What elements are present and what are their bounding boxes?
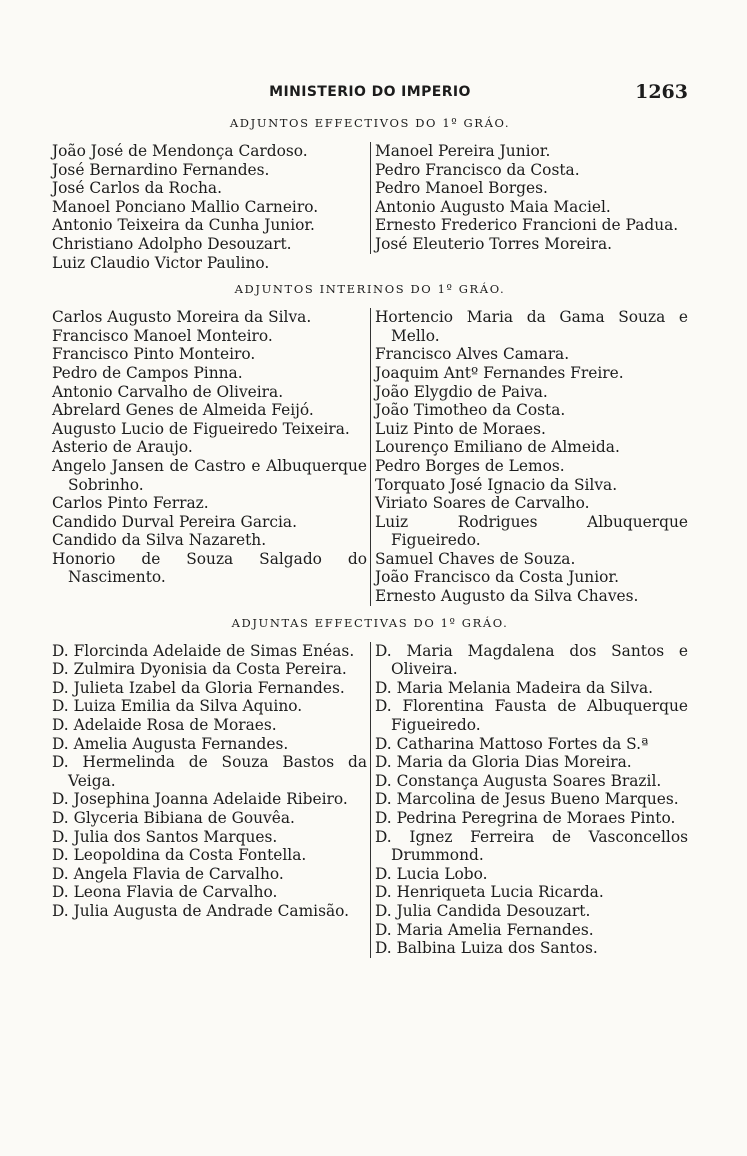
name-entry: D. Julia Augusta de Andrade Camisão.: [52, 901, 350, 920]
document-page: [52, 78, 688, 958]
name-entry: Antonio Augusto Maia Maciel.: [375, 197, 611, 216]
name-entry: D. Leopoldina da Costa Fontella.: [52, 846, 307, 865]
name-entry: Francisco Alves Camara.: [375, 345, 570, 364]
name-entry: Lourenço Emiliano de Almeida.: [375, 438, 620, 457]
name-entry: Abrelard Genes de Almeida Feijó.: [52, 401, 314, 420]
name-entry: Francisco Pinto Monteiro.: [52, 345, 256, 364]
name-entry: D. Adelaide Rosa de Moraes.: [52, 716, 277, 735]
name-entry: Antonio Teixeira da Cunha Junior.: [52, 216, 315, 235]
name-entry: Viriato Soares de Carvalho.: [375, 494, 590, 513]
name-entry: Angelo Jansen de Castro e Albuquerque Sobrinho.: [52, 456, 367, 494]
name-entry: D. Pedrina Peregrina de Moraes Pinto.: [375, 809, 676, 827]
name-entry: D. Henriqueta Lucia Ricarda.: [375, 883, 604, 902]
section-title: ADJUNTOS EFFECTIVOS DO 1º GRÁO.: [229, 116, 511, 130]
name-entry: D. Ignez Ferreira de Vasconcellos Drummond.: [375, 827, 688, 865]
name-entry: D. Maria Amelia Fernandes.: [375, 920, 594, 939]
name-entry: Hortencio Maria da Gama Souza e Mello.: [375, 308, 688, 345]
name-entry: D. Maria da Gloria Dias Moreira.: [375, 753, 632, 772]
name-entry: D. Maria Magdalena dos Santos e Oliveira.: [375, 641, 688, 679]
name-entry: D. Leona Flavia de Carvalho.: [52, 883, 278, 902]
name-entry: João Timotheo da Costa.: [375, 401, 566, 420]
name-entry: Candido da Silva Nazareth.: [52, 531, 267, 550]
name-entry: D. Josephina Joanna Adelaide Ribeiro.: [52, 790, 348, 809]
name-entry: D. Zulmira Dyonisia da Costa Pereira.: [52, 660, 347, 679]
name-entry: Pedro Borges de Lemos.: [375, 456, 565, 475]
name-entry: D. Balbina Luiza dos Santos.: [375, 939, 598, 958]
page-title: MINISTERIO DO IMPERIO: [269, 84, 471, 100]
name-entry: D. Amelia Augusta Fernandes.: [52, 734, 289, 753]
name-entry: D. Hermelinda de Souza Bastos da Veiga.: [52, 753, 367, 790]
name-entry: João Elygdio de Paiva.: [375, 382, 548, 401]
name-entry: D. Florentina Fausta de Albuquerque Figueiredo.: [375, 697, 688, 735]
section-title: ADJUNTAS EFFECTIVAS DO 1º GRÁO.: [231, 615, 509, 630]
section-adjuntas-effectivas: [52, 616, 688, 958]
page-header: [52, 78, 688, 106]
name-entry: Francisco Manoel Monteiro.: [52, 326, 273, 345]
name-entry: Luiz Pinto de Moraes.: [375, 419, 546, 438]
name-entry: João José de Mendonça Cardoso.: [52, 142, 308, 160]
section-title: ADJUNTOS INTERINOS DO 1º GRÁO.: [234, 282, 506, 297]
name-entry: João Francisco da Costa Junior.: [375, 568, 619, 587]
name-entry: Ernesto Frederico Francioni de Padua.: [375, 216, 679, 235]
name-entry: Torquato José Ignacio da Silva.: [375, 475, 618, 494]
name-entry: Honorio de Souza Salgado do Nascimento.: [52, 549, 367, 587]
name-entry: D. Florcinda Adelaide de Simas Enéas.: [52, 641, 355, 660]
name-entry: D. Glyceria Bibiana de Gouvêa.: [52, 809, 295, 827]
left-column: [52, 308, 370, 587]
name-entry: Luiz Claudio Victor Paulino.: [52, 253, 270, 272]
right-column: [370, 308, 688, 606]
name-entry: D. Catharina Mattoso Fortes da S.ª: [375, 734, 649, 753]
name-entry: Pedro Manoel Borges.: [375, 179, 548, 198]
name-entry: Christiano Adolpho Desouzart.: [52, 234, 292, 253]
section-adjuntos-interinos: [52, 282, 688, 606]
right-column: [370, 642, 688, 958]
name-entry: Joaquim Antº Fernandes Freire.: [375, 363, 624, 382]
section-adjuntos-effectivos: [52, 116, 688, 272]
left-column: [52, 642, 370, 921]
name-entry: Ernesto Augusto da Silva Chaves.: [375, 587, 639, 606]
name-entry: Pedro de Campos Pinna.: [52, 363, 243, 382]
name-entry: Augusto Lucio de Figueiredo Teixeira.: [52, 419, 350, 438]
name-entry: D. Marcolina de Jesus Bueno Marques.: [375, 790, 679, 809]
name-entry: Carlos Augusto Moreira da Silva.: [52, 308, 312, 327]
name-entry: D. Maria Melania Madeira da Silva.: [375, 678, 654, 697]
left-column: [52, 142, 370, 272]
name-entry: José Carlos da Rocha.: [52, 179, 222, 198]
name-entry: Carlos Pinto Ferraz.: [52, 494, 209, 513]
name-entry: D. Angela Flavia de Carvalho.: [52, 864, 284, 883]
name-entry: D. Julia dos Santos Marques.: [52, 827, 278, 846]
name-entry: José Eleuterio Torres Moreira.: [375, 234, 613, 253]
name-entry: D. Julieta Izabel da Gloria Fernandes.: [52, 678, 345, 697]
name-entry: Manoel Pereira Junior.: [375, 142, 551, 160]
right-column: [370, 142, 688, 254]
name-entry: D. Lucia Lobo.: [375, 864, 488, 883]
name-entry: Pedro Francisco da Costa.: [375, 160, 580, 179]
name-entry: D. Constança Augusta Soares Brazil.: [375, 771, 662, 790]
name-entry: Luiz Rodrigues Albuquerque Figueiredo.: [375, 512, 688, 550]
name-entry: Antonio Carvalho de Oliveira.: [52, 382, 284, 401]
name-entry: Manoel Ponciano Mallio Carneiro.: [52, 197, 319, 216]
name-entry: José Bernardino Fernandes.: [52, 160, 270, 179]
name-entry: Asterio de Araujo.: [52, 438, 193, 457]
name-entry: Samuel Chaves de Souza.: [375, 549, 576, 568]
page-number: 1263: [635, 81, 688, 103]
name-entry: Candido Durval Pereira Garcia.: [52, 512, 297, 531]
name-entry: D. Luiza Emilia da Silva Aquino.: [52, 697, 303, 716]
name-entry: D. Julia Candida Desouzart.: [375, 901, 591, 920]
